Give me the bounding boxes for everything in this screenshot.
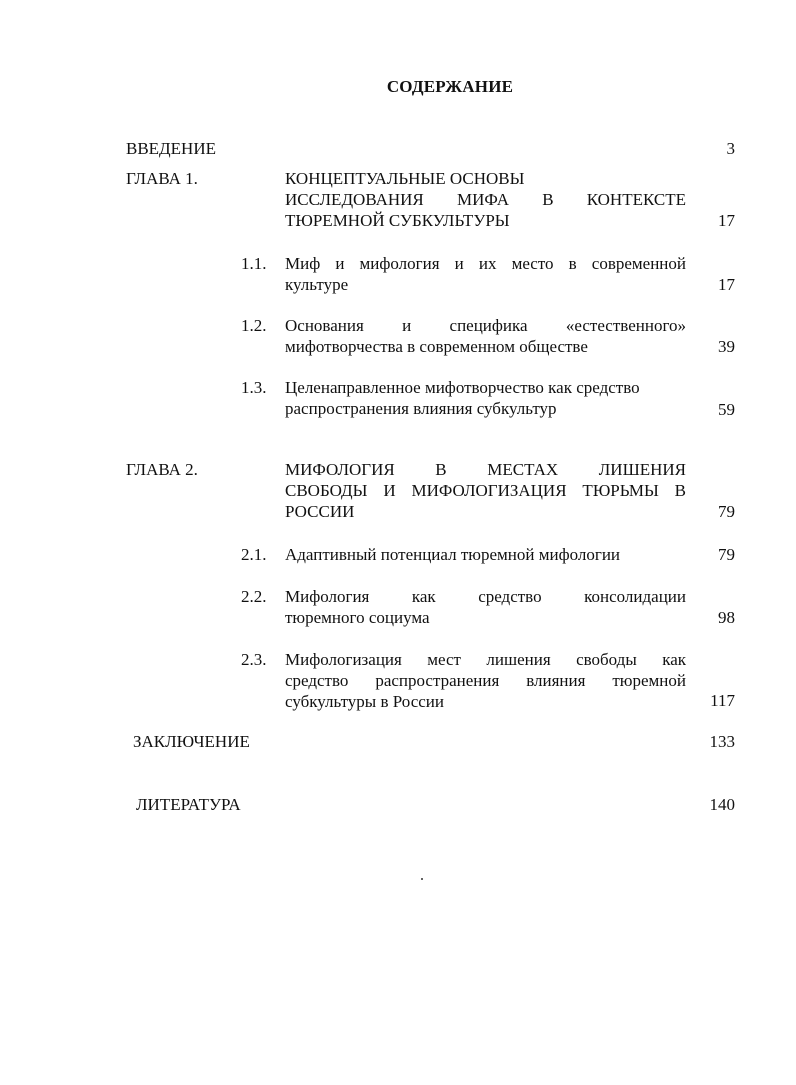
toc-title xyxy=(285,377,686,419)
toc-title xyxy=(285,253,686,295)
toc-title-line: мифотворчества в современном обществе xyxy=(285,337,588,356)
toc-page-number: 39 xyxy=(718,337,735,356)
scan-speck xyxy=(421,878,423,880)
toc-page-number: 59 xyxy=(718,400,735,419)
toc-title-line: культуре xyxy=(285,275,349,294)
toc-page-number: 133 xyxy=(709,732,735,751)
toc-title-line: КОНЦЕПТУАЛЬНЫЕ ОСНОВЫ xyxy=(285,169,525,188)
toc-page-number: 79 xyxy=(718,545,735,564)
toc-page-number: 17 xyxy=(718,275,735,294)
toc-title-line: МИФОЛОГИЯ В МЕСТАХ ЛИШЕНИЯ xyxy=(285,460,686,479)
toc-label: ГЛАВА 1. xyxy=(126,169,198,188)
toc-title-line: ИССЛЕДОВАНИЯ МИФА В КОНТЕКСТЕ xyxy=(285,190,686,209)
toc-label: 2.3. xyxy=(241,650,267,669)
toc-title xyxy=(285,168,686,231)
toc-title-line: ТЮРЕМНОЙ СУБКУЛЬТУРЫ xyxy=(285,211,510,230)
toc-title xyxy=(285,586,686,628)
toc-page-number: 140 xyxy=(709,795,735,814)
toc-title-line: субкультуры в России xyxy=(285,692,445,711)
toc-label: ЗАКЛЮЧЕНИЕ xyxy=(133,732,250,751)
toc-title-line: Основания и специфика «естественного» xyxy=(285,316,686,335)
toc-label: ЛИТЕРАТУРА xyxy=(136,795,241,814)
toc-page-number: 17 xyxy=(718,211,735,230)
toc-label: 2.1. xyxy=(241,545,267,564)
toc-title-line: распространения влияния субкультур xyxy=(285,399,557,418)
toc-label: ВВЕДЕНИЕ xyxy=(126,139,216,158)
toc-label: 2.2. xyxy=(241,587,267,606)
toc-page-number: 117 xyxy=(710,691,735,710)
toc-title-line: Мифологизация мест лишения свободы как xyxy=(285,650,686,669)
toc-page-number: 79 xyxy=(718,502,735,521)
toc-title-line: Адаптивный потенциал тюремной мифологии xyxy=(285,545,621,564)
toc-title-line: Целенаправленное мифотворчество как средство xyxy=(285,378,640,397)
toc-page-number: 98 xyxy=(718,608,735,627)
toc-title-line: Мифология как средство консолидации xyxy=(285,587,686,606)
toc-title-line: СВОБОДЫ И МИФОЛОГИЗАЦИЯ ТЮРЬМЫ В xyxy=(285,481,686,500)
toc-title xyxy=(285,459,686,522)
toc-title xyxy=(285,315,686,357)
toc-title xyxy=(285,544,686,565)
toc-title-line: Миф и мифология и их место в современной xyxy=(285,254,686,273)
toc-page-number: 3 xyxy=(726,139,735,158)
toc-title-line: средство распространения влияния тюремной xyxy=(285,671,686,690)
toc-label: 1.2. xyxy=(241,316,267,335)
toc-label: 1.3. xyxy=(241,378,267,397)
toc-title-line: РОССИИ xyxy=(285,502,355,521)
toc-label: 1.1. xyxy=(241,254,267,273)
page-title: СОДЕРЖАНИЕ xyxy=(386,77,514,96)
toc-label: ГЛАВА 2. xyxy=(126,460,198,479)
toc-title xyxy=(285,649,686,712)
toc-title-line: тюремного социума xyxy=(285,608,430,627)
